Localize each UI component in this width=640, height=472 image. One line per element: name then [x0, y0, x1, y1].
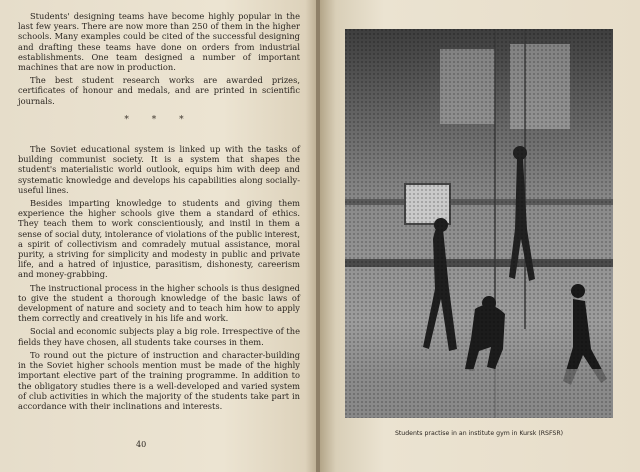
- paragraph: To round out the picture of instruction and character-building in the Soviet higher schools mention must be made of the highly important elective part of the training programme. In addition to the obligatory studies there is a well-developed and varied system of club activities in which the majority of the students take part in accordance with their inclinations and interests.: [18, 349, 300, 411]
- paragraph: The Soviet educational system is linked up with the tasks of building communist society. It is a system that shapes the student's materialistic world outlook, equips him with deep and systematic knowledge and develops his capabilities along socially-useful lines.: [18, 144, 300, 195]
- left-page-text: [18, 11, 300, 414]
- photo-caption: Students practise in an institute gym in Kursk (RSFSR): [394, 430, 564, 437]
- section-divider: * * *: [124, 114, 194, 125]
- paragraph: Besides imparting knowledge to students and giving them experience the higher schools give them a standard of ethics. They teach them to work conscientiously, and instil in them a sense of social duty, intolerance of violations of the public interest, a spirit of collectivism and comradely mutual assistance, moral purity, a striving for simplicity and modesty in public and private life, and a hatred of injustice, parasitism, dishonesty, careerism and money-grabbing.: [18, 198, 300, 280]
- gym-photo-illustration: [345, 29, 613, 418]
- left-page: [0, 0, 318, 472]
- paragraph: The instructional process in the higher schools is thus designed to give the student a thorough knowledge of the basic laws of development of nature and society and to teach him how to apply them correctly and creatively in his life and work.: [18, 282, 300, 324]
- gym-photo: [345, 29, 613, 418]
- paragraph: Students' designing teams have become highly popular in the last few years. There are now more than 250 of them in the higher schools. Many examples could be cited of the successful designing and drafting these teams have done on orders from industrial establishments. One team designed a number of important machines that are now in production.: [18, 11, 300, 73]
- paragraph: The best student research works are awarded prizes, certificates of honour and medals, and are printed in scientific journals.: [18, 75, 300, 106]
- paragraph: Social and economic subjects play a big role. Irrespective of the fields they have chosen, all students take courses in them.: [18, 326, 300, 347]
- page-number: 40: [136, 440, 147, 449]
